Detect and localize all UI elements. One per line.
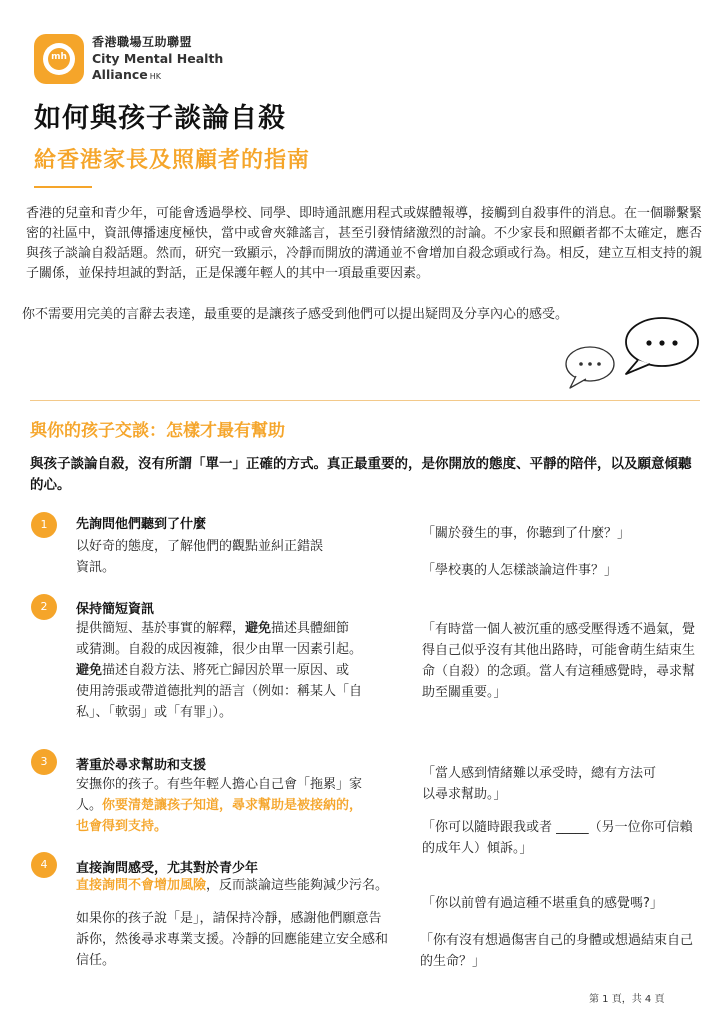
step-4-quote-1: 「你以前曾有過這種不堪重負的感覺嗎?」 [422, 896, 663, 911]
logo-english-alliance: Alliance [92, 67, 148, 82]
speech-bubble-small-icon [566, 347, 614, 388]
logo-mark-text: mh [51, 52, 67, 62]
logo-english-line1: City Mental Health [92, 51, 224, 66]
step-3-body: 安撫你的孩子。有些年輕人擔心自己會「拖累」家人。你要清楚讓孩子知道，尋求幫助是被接納的，也會得到支持。 [76, 777, 363, 834]
speech-bubble-large-icon [626, 318, 698, 374]
step-4-number: 4 [31, 852, 57, 878]
step-1-quote-1: 「關於發生的事，你聽到了什麼？」 [422, 526, 631, 541]
section-divider [30, 400, 700, 401]
step-4-body-2: 如果你的孩子說「是」，請保持冷靜，感謝他們願意告訴你，然後尋求專業支援。冷靜的回應能建立安全感和信任。 [76, 911, 389, 968]
step-3-number: 3 [31, 749, 57, 775]
step-4-quote-2: 「你有沒有想過傷害自己的身體或想過結束自己的生命？」 [420, 933, 694, 969]
title-divider [34, 186, 92, 188]
step-1-quote-2: 「學校裏的人怎樣談論這件事？」 [422, 563, 618, 578]
step-4-body-1: 直接詢問不會增加風險，反而談論這些能夠減少污名。 [76, 878, 389, 893]
step-4-heading: 直接詢問感受，尤其對於青少年 [76, 861, 259, 876]
step-1-heading: 先詢問他們聽到了什麼 [76, 517, 207, 532]
page-number: 第 1 頁，共 4 頁 [589, 994, 665, 1005]
step-2-quote-1: 「有時當一個人被沉重的感受壓得透不過氣，覺得自己似乎沒有其他出路時，可能會萌生結束生命（自殺）的念頭。當人有這種感覺時，尋求幫助至關重要。」 [422, 622, 696, 700]
section-intro: 與孩子談論自殺，沒有所謂「單一」正確的方式。真正最重要的，是你開放的態度、平靜的陪伴，以及願意傾聽的心。 [30, 456, 692, 493]
step-3-heading: 著重於尋求幫助和支援 [76, 758, 207, 773]
logo [34, 30, 234, 88]
step-2-number: 2 [31, 594, 57, 620]
step-1-body: 以好奇的態度，了解他們的觀點並糾正錯誤資訊。 [76, 539, 324, 575]
logo-chinese-name: 香港職場互助聯盟 [92, 35, 193, 49]
intro-paragraph-2: 你不需要用完美的言辭去表達，最重要的是讓孩子感受到他們可以提出疑問及分享內心的感受。 [22, 307, 569, 322]
step-3-quote-1: 「當人感到情緒難以承受時，總有方法可以尋求幫助。」 [422, 766, 657, 802]
step-2-heading: 保持簡短資訊 [76, 602, 155, 617]
intro-paragraph-1: 香港的兒童和青少年，可能會透過學校、同學、即時通訊應用程式或媒體報導，接觸到自殺事件的消息。在一個聯繫緊密的社區中，資訊傳播速度極快，當中或會夾雜謠言，甚至引發情緒激烈的討論。不少家長和照顧者都不太確定，應否與孩子談論自殺話題。然而，研究一致顯示，冷靜而開放的溝通並不會增加自殺念頭或行為。相反，建立互相支持的親子關係，並保持坦誠的對話，正是保護年輕人的其中一項最重要因素。 [26, 206, 703, 281]
section-heading: 與你的孩子交談：怎樣才最有幫助 [30, 421, 285, 441]
speech-bubbles-illustration [560, 312, 708, 394]
step-3-quote-2: 「你可以隨時跟我或者 _____（另一位你可信賴的成年人）傾訴。」 [422, 820, 693, 856]
page-subtitle: 給香港家長及照顧者的指南 [34, 148, 311, 173]
step-2-body: 提供簡短、基於事實的解釋，避免描述具體細節或猜測。自殺的成因複雜，很少由單一因素引起。避免描述自殺方法、將死亡歸因於單一原因、或使用誇張或帶道德批判的語言（例如：稱某人「自私」、「軟弱」或「有罪」）。 [76, 621, 363, 720]
step-1-number: 1 [31, 512, 57, 538]
logo-mark-icon [34, 34, 84, 84]
logo-english-suffix: HK [149, 72, 162, 81]
logo-english-line2 [92, 67, 161, 82]
page-title: 如何與孩子談論自殺 [34, 103, 286, 134]
